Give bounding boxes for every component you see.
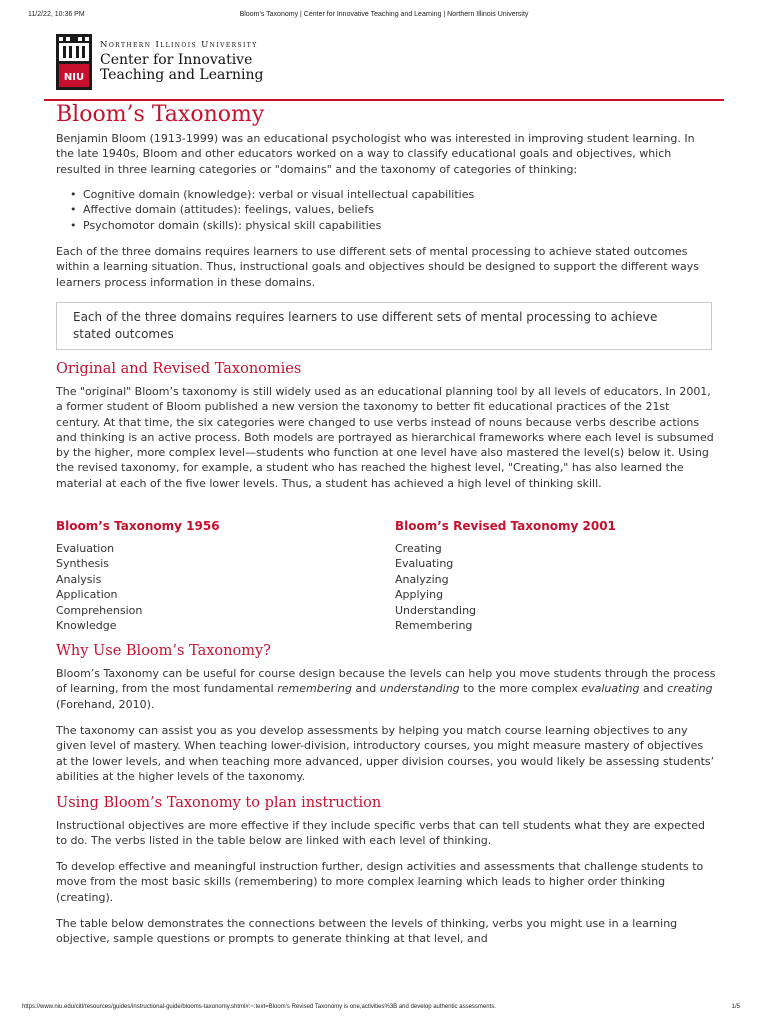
list-item: Understanding xyxy=(395,603,477,617)
list-item: Application xyxy=(56,588,118,602)
pullquote: Each of the three domains requires learners to use different sets of mental processing to achieve stated outcomes xyxy=(56,302,712,350)
taxonomy-1956-list xyxy=(56,541,142,633)
list-item: • Affective domain (attitudes): feelings, values, beliefs xyxy=(56,202,696,217)
list-item: Evaluation xyxy=(56,542,115,555)
plan-paragraph-1: Instructional objectives are more effective if they include specific verbs that can tell students what they are expected to do. The verbs listed in the table below are linked with each level of thinking. xyxy=(56,819,705,848)
header-divider xyxy=(44,99,724,101)
list-item: Comprehension xyxy=(56,603,143,617)
list-item: Creating xyxy=(395,542,442,555)
why-paragraph-1: Bloom’s Taxonomy can be useful for course design because the levels can help you move students through the process of learning, from the most fundamental remembering and understanding to the more complex evaluating and creating (Forehand, 2010). xyxy=(56,667,716,711)
why-paragraph-2: The taxonomy can assist you as you develop assessments by helping you match course learning objectives to any given level of mastery. When teaching lower-division, introductory courses, you might measure mastery of objectives at the lower levels, and when teaching more advanced, upper division courses, you would likely be assessing students’ abilities at the higher levels of the taxonomy. xyxy=(56,724,715,783)
list-item: Analysis xyxy=(56,572,102,586)
list-item: Synthesis xyxy=(56,557,110,571)
site-identity[interactable] xyxy=(100,40,264,83)
list-item: Analyzing xyxy=(395,572,449,586)
plan-paragraph-3: The table below demonstrates the connections between the levels of thinking, verbs you might use in a learning objective, sample questions or prompts to generate thinking at that level, and xyxy=(56,917,678,946)
print-page-title: Bloom’s Taxonomy | Center for Innovative Teaching and Learning | Northern Illinois University xyxy=(239,11,529,18)
page-title: Bloom’s Taxonomy xyxy=(56,102,265,127)
list-item: Applying xyxy=(395,588,444,602)
plan-paragraph-2: To develop effective and meaningful instruction further, design activities and assessments that challenge students to move from the most basic skills (remembering) to more complex learning which leads to higher order thinking (creating). xyxy=(56,860,704,904)
heading-why-use: Why Use Bloom’s Taxonomy? xyxy=(56,643,271,659)
niu-logo-icon[interactable] xyxy=(56,34,92,90)
page-number: 1/5 xyxy=(731,1004,740,1010)
print-url: https://www.niu.edu/citl/resources/guides/instructional-guide/blooms-taxonomy.shtml#:~:text=Bloom’s Revised Taxonomy is one,activities%3B and develop authentic assessments. xyxy=(22,1004,496,1010)
taxonomy-1956-heading: Bloom’s Taxonomy 1956 xyxy=(56,519,220,533)
heading-plan-instruction: Using Bloom’s Taxonomy to plan instruction xyxy=(56,795,382,811)
center-name-line1: Center for Innovative xyxy=(100,52,253,68)
list-item: • Psychomotor domain (skills): physical skill capabilities xyxy=(56,218,696,233)
center-name-line2: Teaching and Learning xyxy=(100,67,264,83)
list-item: Remembering xyxy=(395,619,473,633)
logo-text: NIU xyxy=(63,72,85,83)
list-item: Evaluating xyxy=(395,557,454,571)
heading-original-revised: Original and Revised Taxonomies xyxy=(56,361,302,377)
original-revised-paragraph: The "original" Bloom’s taxonomy is still widely used as an educational planning tool by all levels of educators. In 2001, a former student of Bloom published a new version the taxonomy to better fit educational practices of the 21st century. At that time, the six categories were changed to use verbs instead of nouns because verbs describe actions and thinking is an active process. Both models are portrayed as hierarchical frameworks where each level is subsumed by the higher, more complex level—students who function at one level have also mastered the level(s) below it. Using the revised taxonomy, for example, a student who has reached the highest level, "Creating," has also learned the material at each of the five lower levels. Thus, a student has achieved a high level of thinking skill. xyxy=(56,385,714,490)
intro-paragraph: Benjamin Bloom (1913-1999) was an educational psychologist who was interested in improving student learning. In the late 1940s, Bloom and other educators worked on a way to classify educational goals and objectives, which resulted in three learning categories or "domains" and the taxonomy of categories of thinking: xyxy=(56,132,695,176)
taxonomy-2001-heading: Bloom’s Revised Taxonomy 2001 xyxy=(395,519,616,533)
domains-paragraph: Each of the three domains requires learners to use different sets of mental processing to achieve stated outcomes within a learning situation. Thus, instructional goals and objectives should be designed to support the different ways learners process information in these domains. xyxy=(56,245,700,289)
list-item: • Cognitive domain (knowledge): verbal or visual intellectual capabilities xyxy=(56,187,696,202)
print-date: 11/2/22, 10:36 PM xyxy=(28,11,85,18)
list-item: Knowledge xyxy=(56,619,117,633)
university-name: Northern Illinois University xyxy=(100,40,258,50)
taxonomy-2001-list xyxy=(395,541,476,633)
domains-list xyxy=(56,187,696,233)
